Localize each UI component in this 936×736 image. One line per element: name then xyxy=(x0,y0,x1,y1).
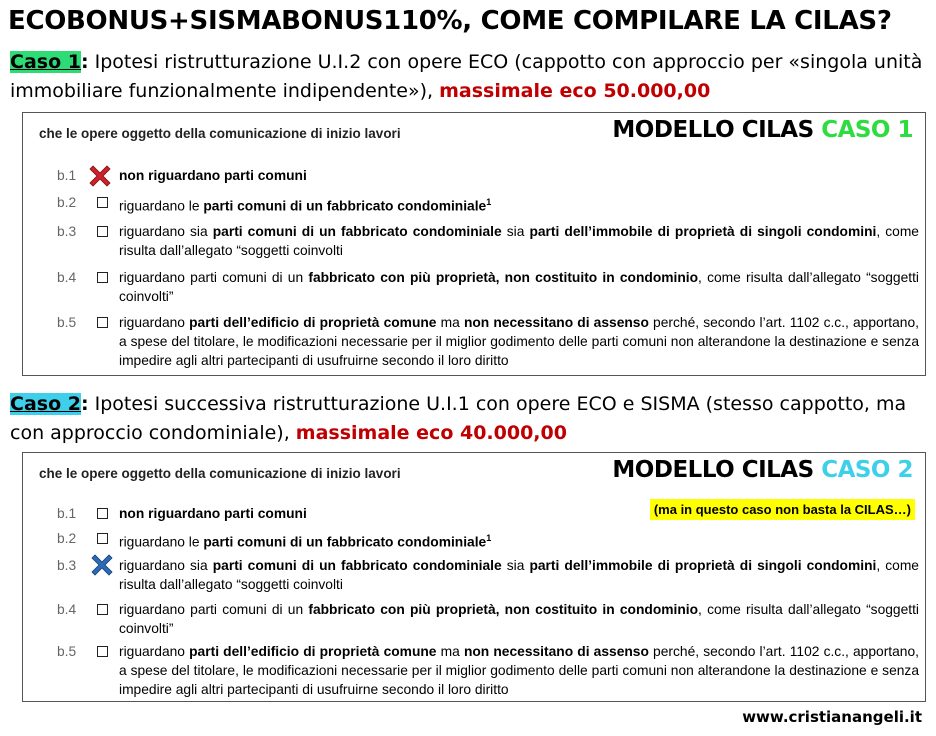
item-code: b.1 xyxy=(57,506,77,521)
item-text: non riguardano parti comuni xyxy=(119,168,307,183)
caso-2-massimale: massimale eco 40.000,00 xyxy=(295,422,567,444)
checkbox[interactable] xyxy=(97,317,108,328)
checkbox[interactable] xyxy=(97,604,108,615)
form-2-note: (ma in questo caso non basta la CILAS…) xyxy=(650,499,915,520)
caso-1-tag: Caso 1 xyxy=(10,51,81,73)
form-2-model-prefix: MODELLO CILAS xyxy=(612,457,822,483)
item-text: riguardano parti dell’edificio di proprietà comune ma non necessitano di assenso perché, secondo l’art. 1102 c.c., apportano, a spese del titolare, le modificazioni necessarie per il miglior godimento delle parti comuni non alterandone la destinazione e senza impedire agli altri partecipanti di usufruirne secondo il loro diritto xyxy=(119,644,919,697)
caso-2-description xyxy=(10,390,930,448)
item-text: riguardano parti comuni di un fabbricato con più proprietà, non costituito in condominio, come risulta dall’allegato “soggetti coinvolti” xyxy=(119,602,919,636)
caso-2-text: Ipotesi successiva ristrutturazione U.I.1 con opere ECO e SISMA (stesso cappotto, ma con approccio condominiale), xyxy=(10,393,907,444)
item-code: b.4 xyxy=(57,602,77,617)
form-1-header: che le opere oggetto della comunicazione di inizio lavori xyxy=(39,126,401,141)
caso-2-colon: : xyxy=(80,393,89,415)
item-code: b.2 xyxy=(57,195,77,210)
checkbox[interactable] xyxy=(97,508,108,519)
caso-1-colon: : xyxy=(80,51,89,73)
red-x-check-icon xyxy=(87,163,113,189)
item-text: riguardano sia parti comuni di un fabbricato condominiale sia parti dell’immobile di proprietà di singoli condomini, come risulta dall’allegato “soggetti coinvolti xyxy=(119,224,919,258)
item-code: b.1 xyxy=(57,168,77,183)
item-text: riguardano sia parti comuni di un fabbricato condominiale sia parti dell’immobile di proprietà di singoli condomini, come risulta dall’allegato “soggetti coinvolti xyxy=(119,558,919,592)
website-footer: www.cristianangeli.it xyxy=(742,708,922,726)
item-code: b.5 xyxy=(57,644,77,659)
item-text: non riguardano parti comuni xyxy=(119,506,307,521)
form-1-model-caso: CASO 1 xyxy=(821,117,913,143)
item-code: b.3 xyxy=(57,224,77,239)
item-code: b.4 xyxy=(57,270,77,285)
form-2-model-caso: CASO 2 xyxy=(821,457,913,483)
caso-1-text: Ipotesi ristrutturazione U.I.2 con opere ECO (cappotto con approccio per «singola unità immobiliare funzionalmente indipendente»), xyxy=(10,51,923,102)
item-code: b.2 xyxy=(57,531,77,546)
item-code: b.5 xyxy=(57,315,77,330)
caso-1-description xyxy=(10,48,930,106)
item-text: riguardano parti comuni di un fabbricato con più proprietà, non costituito in condominio, come risulta dall’allegato “soggetti coinvolti” xyxy=(119,270,919,304)
checkbox[interactable] xyxy=(97,272,108,283)
checkbox[interactable] xyxy=(97,226,108,237)
item-text: riguardano le parti comuni di un fabbricato condominiale$^1$ xyxy=(119,533,492,550)
page-title: ECOBONUS+SISMABONUS110%, COME COMPILARE LA CILAS? xyxy=(8,6,892,36)
item-text: riguardano le parti comuni di un fabbricato condominiale$^1$ xyxy=(119,197,492,214)
form-1-model-prefix: MODELLO CILAS xyxy=(612,117,822,143)
blue-x-check-icon xyxy=(89,552,115,578)
checkbox[interactable] xyxy=(97,646,108,657)
form-2-header: che le opere oggetto della comunicazione di inizio lavori xyxy=(39,466,401,481)
checkbox[interactable] xyxy=(97,533,108,544)
cilas-form-caso-2 xyxy=(22,452,926,702)
caso-1-massimale: massimale eco 50.000,00 xyxy=(439,80,711,102)
form-2-model-title xyxy=(612,457,913,483)
form-1-model-title xyxy=(612,117,913,143)
item-text: riguardano parti dell’edificio di proprietà comune ma non necessitano di assenso perché, secondo l’art. 1102 c.c., apportano, a spese del titolare, le modificazioni necessarie per il miglior godimento delle parti comuni non alterandone la destinazione e senza impedire agli altri partecipanti di usufruirne secondo il loro diritto xyxy=(119,315,919,368)
cilas-form-caso-1 xyxy=(22,112,926,376)
caso-2-tag: Caso 2 xyxy=(10,393,81,415)
item-code: b.3 xyxy=(57,558,77,573)
checkbox[interactable] xyxy=(97,197,108,208)
